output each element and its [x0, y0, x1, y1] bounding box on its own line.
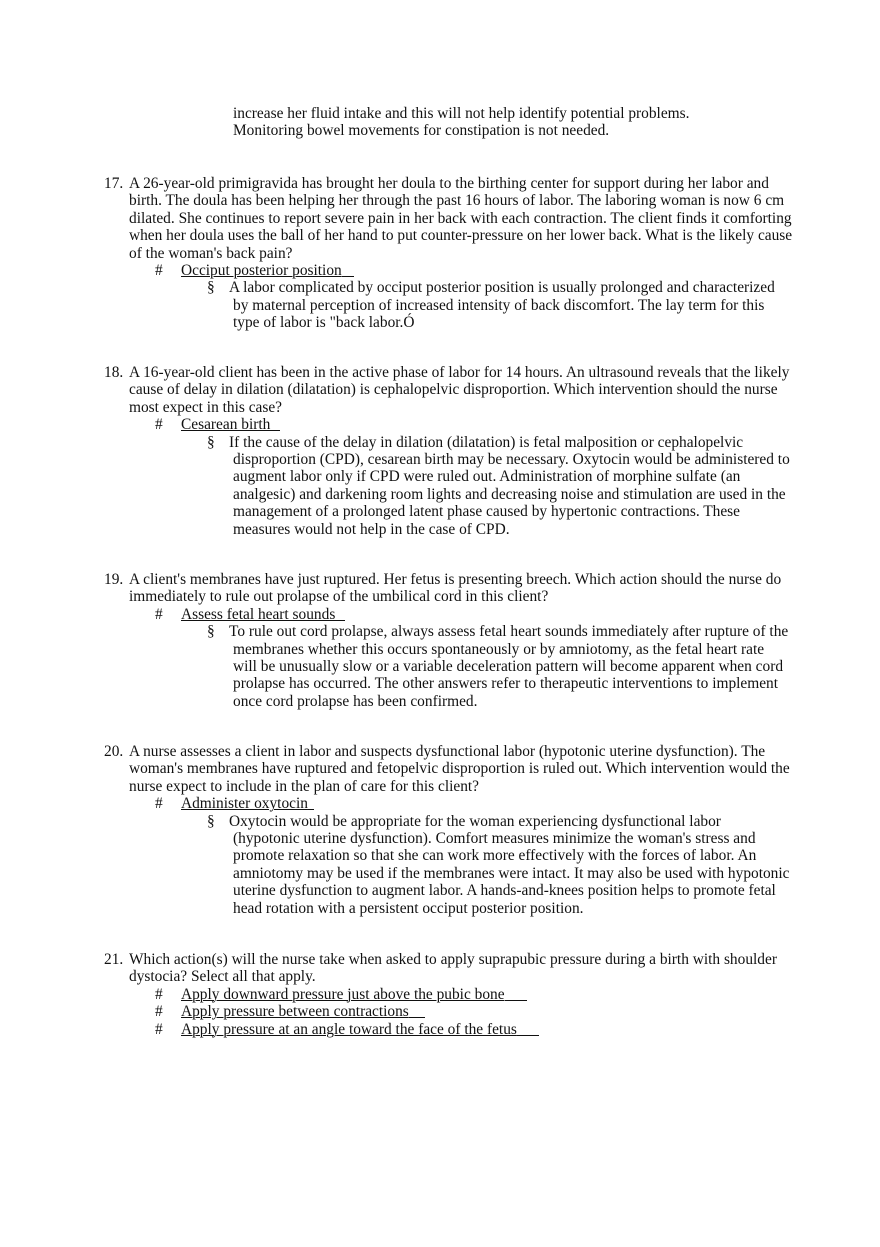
rationale-bullet: § — [207, 433, 215, 451]
answer-bullet: # — [155, 605, 163, 623]
answer-bullet: # — [155, 416, 163, 434]
answer-item — [155, 262, 794, 279]
answer-item — [155, 606, 794, 623]
correct-answer: Apply pressure between contractions — [181, 1003, 409, 1021]
question-text: A nurse assesses a client in labor and suspects dysfunctional labor (hypotonic uterine dysfunction). The woman's membranes have ruptured and fetopelvic disproportion is ruled out. Which intervention would the nurse expect to include in the plan of care for this client? — [129, 743, 790, 795]
rationale-bullet: § — [207, 812, 215, 830]
answer-item — [155, 986, 794, 1003]
correct-answer: Administer oxytocin — [181, 795, 308, 813]
answer-underline-tail — [517, 1023, 539, 1036]
correct-answer: Apply pressure at an angle toward the face of the fetus — [181, 1020, 517, 1038]
rationale-text: To rule out cord prolapse, always assess fetal heart sounds immediately after rupture of the membranes whether this occurs spontaneously or by amniotomy, as the fetal heart rate will be unusually slow or a variable deceleration pattern will become apparent when cord prolapse has occurred. The other answers refer to therapeutic interventions to implement once cord prolapse has been confirmed. — [229, 623, 789, 710]
question-number: 20. — [104, 743, 124, 760]
rationale — [207, 279, 794, 331]
previous-rationale-continuation — [233, 105, 793, 140]
question-21 — [104, 951, 794, 1038]
answer-item — [155, 795, 794, 812]
rationale-bullet: § — [207, 279, 215, 297]
rationale — [207, 813, 794, 917]
correct-answer: Occiput posterior position — [181, 262, 342, 280]
correct-answer: Assess fetal heart sounds — [181, 605, 336, 623]
question-number: 19. — [104, 571, 124, 588]
rationale-bullet: § — [207, 623, 215, 641]
question-text: A 26-year-old primigravida has brought her doula to the birthing center for support during her labor and birth. The doula has been helping her through the past 16 hours of labor. The laboring woman is now 6 cm dilated. She continues to report severe pain in her back with each contraction. The client finds it comforting when her doula uses the ball of her hand to put counter-pressure on her lower back. What is the likely cause of the woman's back pain? — [129, 175, 793, 262]
question-19 — [104, 571, 794, 710]
question-18 — [104, 364, 794, 538]
answer-underline-tail — [505, 988, 527, 1001]
question-number: 17. — [104, 175, 124, 192]
correct-answer: Apply downward pressure just above the pubic bone — [181, 985, 505, 1003]
answer-bullet: # — [155, 1003, 163, 1021]
question-number: 21. — [104, 951, 124, 968]
question-17 — [104, 175, 794, 332]
answer-underline-tail — [308, 797, 314, 810]
answer-item — [155, 1003, 794, 1020]
question-number: 18. — [104, 364, 124, 381]
answer-underline-tail — [409, 1005, 425, 1018]
rationale-text: A labor complicated by occiput posterior position is usually prolonged and characterized by maternal perception of increased intensity of back discomfort. The lay term for this type of labor is "back labor.Ó — [229, 279, 775, 332]
question-text: A 16-year-old client has been in the active phase of labor for 14 hours. An ultrasound reveals that the likely cause of delay in dilation (dilatation) is cephalopelvic disproportion. Which intervention should the nurse most expect in this case? — [129, 364, 790, 416]
rationale-text: Oxytocin would be appropriate for the woman experiencing dysfunctional labor (hypotonic uterine dysfunction). Comfort measures minimize the woman's stress and promote relaxation so that she can work more effectively with the forces of labor. An amniotomy may be used if the membranes were intact. It may also be used with hypotonic uterine dysfunction to augment labor. A hands-and-knees position helps to promote fetal head rotation with a persistent occiput posterior position. — [229, 812, 790, 917]
answer-bullet: # — [155, 1020, 163, 1038]
question-text: A client's membranes have just ruptured. Her fetus is presenting breech. Which action should the nurse do immediately to rule out prolapse of the umbilical cord in this client? — [129, 571, 782, 606]
correct-answer: Cesarean birth — [181, 416, 271, 434]
rationale-text: If the cause of the delay in dilation (dilatation) is fetal malposition or cephalopelvic disproportion (CPD), cesarean birth may be necessary. Oxytocin would be administered to augment labor only if CPD were ruled out. Administration of morphine sulfate (an analgesic) and darkening room lights and decreasing noise and stimulation are used in the management of a prolonged latent phase caused by hypertonic contractions. These measures would not help in the case of CPD. — [229, 433, 790, 538]
answer-underline-tail — [335, 608, 345, 621]
answer-item — [155, 1021, 794, 1038]
rationale — [207, 434, 794, 538]
answer-underline-tail — [270, 418, 280, 431]
question-20 — [104, 743, 794, 917]
continuation-line: increase her fluid intake and this will not help identify potential problems. — [233, 105, 690, 122]
answer-bullet: # — [155, 985, 163, 1003]
rationale — [207, 623, 794, 710]
question-text: Which action(s) will the nurse take when asked to apply suprapubic pressure during a birth with shoulder dystocia? Select all that apply. — [129, 951, 777, 986]
answer-item — [155, 416, 794, 433]
answer-underline-tail — [342, 264, 354, 277]
answer-bullet: # — [155, 262, 163, 280]
answer-bullet: # — [155, 795, 163, 813]
continuation-line: Monitoring bowel movements for constipation is not needed. — [233, 122, 610, 140]
